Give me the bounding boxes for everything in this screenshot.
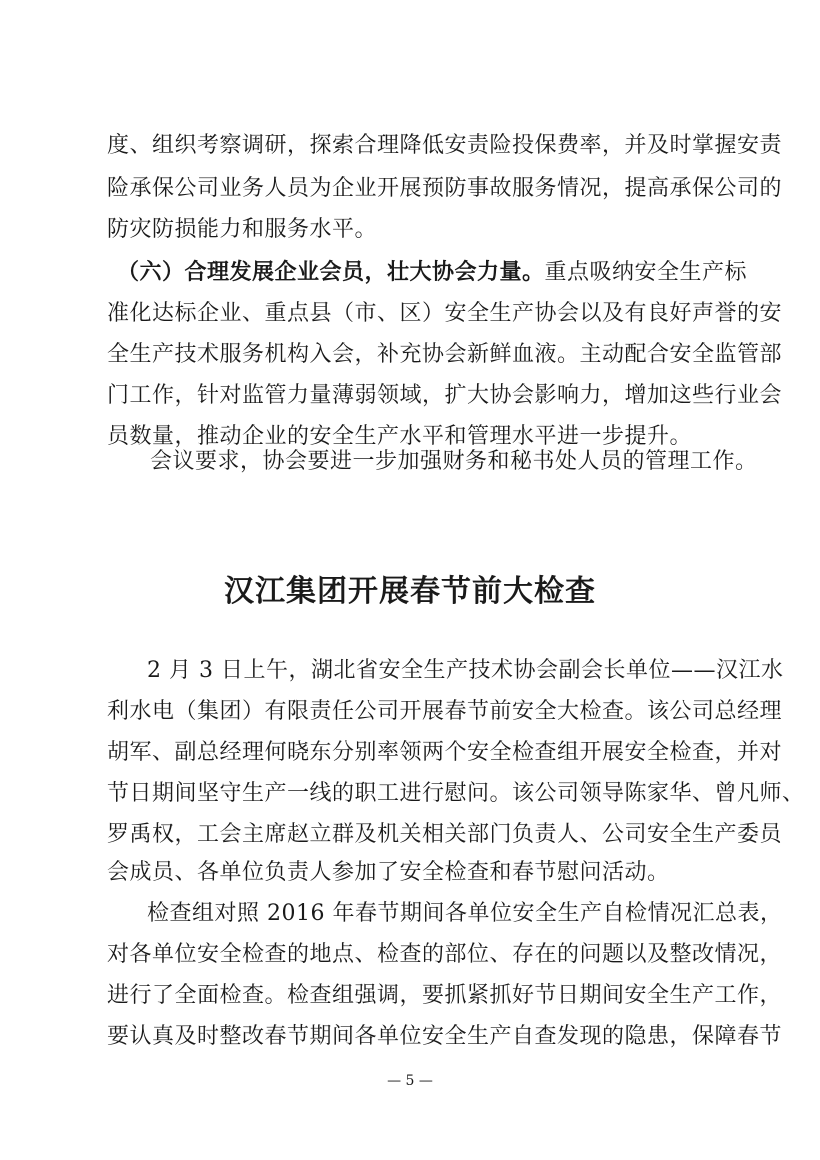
paragraph-line: 罗禹权，工会主席赵立群及机关相关部门负责人、公司安全生产委员 — [107, 822, 783, 847]
paragraph-line: 员数量，推动企业的安全生产水平和管理水平进一步提升。 — [107, 424, 693, 449]
paragraph-line: 对各单位安全检查的地点、检查的部位、存在的问题以及整改情况， — [107, 942, 783, 967]
paragraph-line: 2 月 3 日上午，湖北省安全生产技术协会副会长单位——汉江水 — [147, 658, 784, 683]
subheading-line — [117, 257, 748, 288]
paragraph-line: 会成员、各单位负责人参加了安全检查和春节慰问活动。 — [107, 860, 670, 885]
paragraph-line: 全生产技术服务机构入会，补充协会新鲜血液。主动配合安全监管部 — [107, 342, 783, 367]
subheading-six: （六）合理发展企业会员，壮大协会力量。 — [117, 259, 545, 285]
subheading-text: 重点吸纳安全生产标 — [544, 260, 748, 285]
paragraph-line: 会议要求，协会要进一步加强财务和秘书处人员的管理工作。 — [150, 449, 758, 474]
paragraph-line: 度、组织考察调研，探索合理降低安责险投保费率，并及时掌握安责 — [107, 133, 783, 158]
page-number: — 5 — — [387, 1073, 433, 1089]
paragraph-line: 检查组对照 2016 年春节期间各单位安全生产自检情况汇总表， — [147, 901, 783, 926]
paragraph-line: 险承保公司业务人员为企业开展预防事故服务情况，提高承保公司的 — [107, 176, 783, 201]
paragraph-line: 要认真及时整改春节期间各单位安全生产自查发现的隐患，保障春节 — [107, 1024, 783, 1049]
paragraph-line: 进行了全面检查。检查组强调，要抓紧抓好节日期间安全生产工作， — [107, 983, 783, 1008]
paragraph-line: 利水电（集团）有限责任公司开展春节前安全大检查。该公司总经理 — [107, 699, 783, 724]
paragraph-line: 胡军、副总经理何晓东分别率领两个安全检查组开展安全检查，并对 — [107, 740, 783, 765]
paragraph-line: 门工作，针对监管力量薄弱领域，扩大协会影响力，增加这些行业会 — [107, 383, 783, 408]
paragraph-line: 防灾防损能力和服务水平。 — [107, 217, 378, 242]
article-title: 汉江集团开展春节前大检查 — [224, 574, 596, 609]
paragraph-line: 准化达标企业、重点县（市、区）安全生产协会以及有良好声誉的安 — [107, 301, 783, 326]
paragraph-line: 节日期间坚守生产一线的职工进行慰问。该公司领导陈家华、曾凡师、 — [107, 781, 805, 806]
